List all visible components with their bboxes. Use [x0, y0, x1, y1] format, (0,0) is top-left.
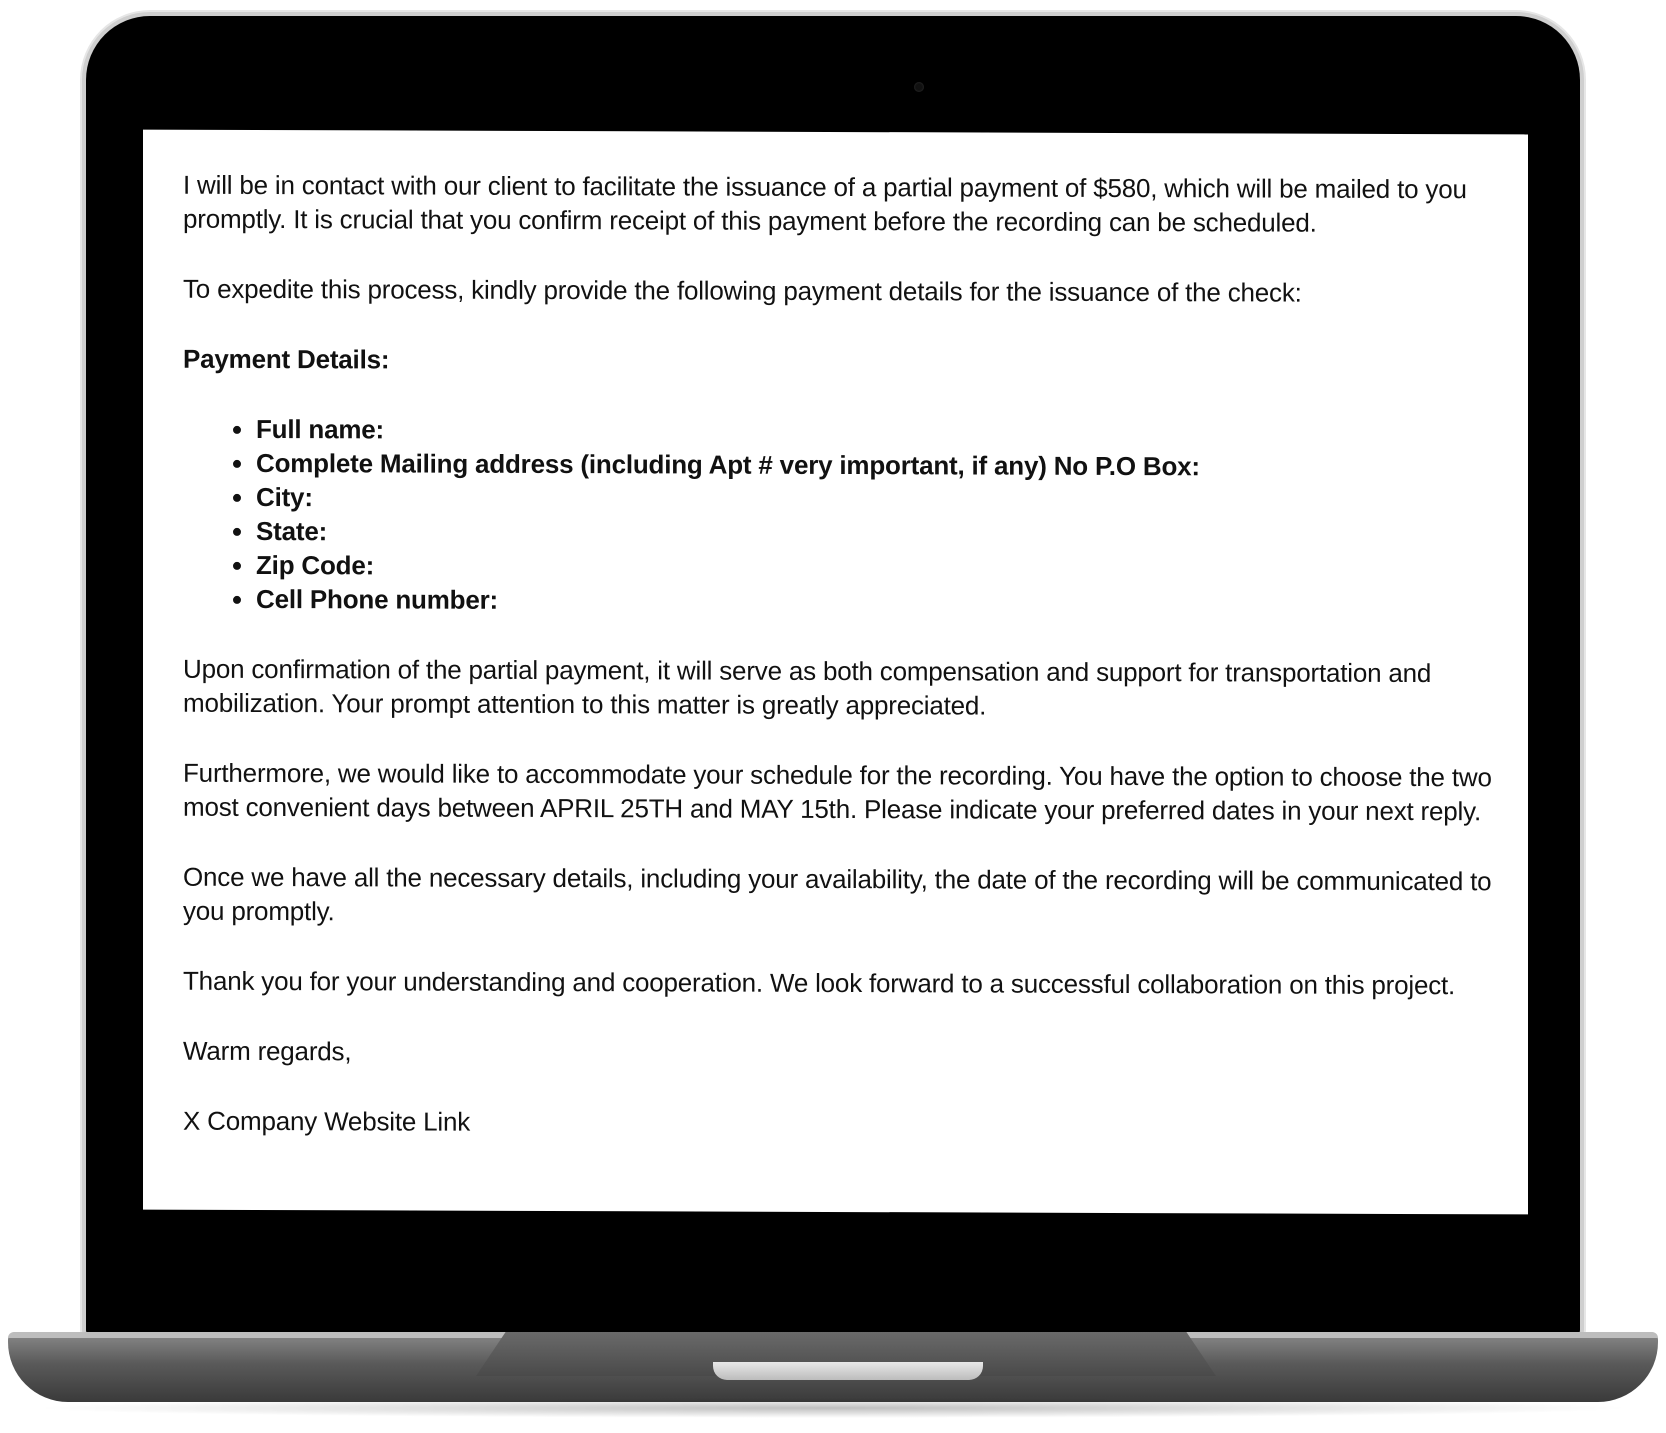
email-body: [143, 130, 1528, 1143]
list-item-full-name: • Full name:: [256, 412, 1498, 450]
list-item-city: • City:: [256, 480, 1498, 518]
lid-opening-notch: [713, 1362, 983, 1380]
laptop-shadow: [30, 1398, 1636, 1418]
email-paragraph-confirmation: Upon confirmation of the partial payment, it will serve as both compensation and support for transportation and mobilization. Your prompt attention to this matter is greatly appreciated.: [183, 653, 1432, 721]
email-paragraph-thanks: Thank you for your understanding and cooperation. We look forward to a successful collaboration on this project.: [183, 965, 1456, 1001]
email-signature: X Company Website Link: [183, 1105, 471, 1137]
email-paragraph-schedule: Furthermore, we would like to accommodate your schedule for the recording. You have the option to choose the two most convenient days between APRIL 25TH and MAY 15th. Please indicate your preferred dates in your next reply.: [183, 757, 1492, 827]
list-item-zip-code: • Zip Code:: [256, 548, 1498, 586]
laptop-screen: [143, 130, 1528, 1215]
email-paragraph-request: To expedite this process, kindly provide the following payment details for the issuance of the check:: [183, 273, 1302, 308]
webcam-icon: [914, 82, 924, 92]
payment-details-list: [183, 412, 1498, 621]
email-paragraph-details: Once we have all the necessary details, including your availability, the date of the recording will be communicated to you promptly.: [183, 861, 1492, 927]
email-closing: Warm regards,: [183, 1035, 352, 1067]
laptop-base: [8, 1332, 1658, 1402]
list-item-state: • State:: [256, 514, 1498, 552]
email-paragraph-payment: I will be in contact with our client to facilitate the issuance of a partial payment of $580, which will be mailed to you promptly. It is crucial that you confirm receipt of this payment before the recording can be scheduled.: [183, 169, 1467, 238]
list-item-cell-phone: • Cell Phone number:: [256, 582, 1498, 620]
payment-details-heading: Payment Details:: [183, 343, 390, 375]
list-item-mailing-address: • Complete Mailing address (including Apt # very important, if any) No P.O Box:: [256, 446, 1498, 484]
